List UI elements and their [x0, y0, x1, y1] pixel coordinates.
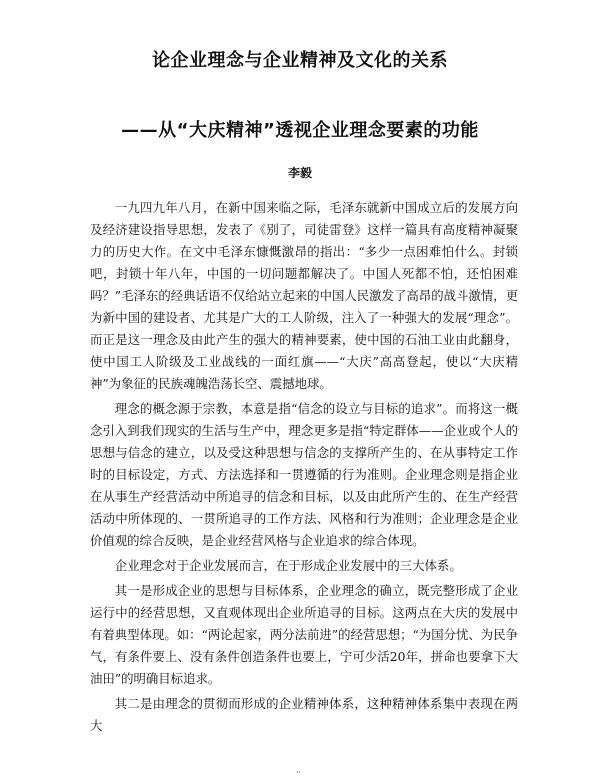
paragraph-4: 其一是形成企业的思想与目标体系，企业理念的确立，既完整形成了企业运行中的经营思想，又直观体现出企业所追寻的目标。这两点在大庆的发展中有着典型体现。如：“两论起家，两分法前进”的经营思想；“为国分忧、为民争气，有条件要上、没有条件创造条件也要上，宁可少活20年，拼命也要拿下大油田”的明确目标追求。	[90, 583, 518, 686]
article-subtitle: ——从“大庆精神”透视企业理念要素的功能	[121, 120, 479, 141]
article-title: 论企业理念与企业精神及文化的关系	[152, 50, 448, 71]
paragraph-3: 企业理念对于企业发展而言，在于形成企业发展中的三大体系。	[114, 558, 462, 573]
paragraph-1: 一九四九年八月，在新中国来临之际，毛泽东就新中国成立后的发展方向及经济建设指导思想，发表了《别了，司徒雷登》这样一篇具有高度精神凝聚力的历史大作。在文中毛泽东慷慨激昂的指出：“多少一点困难怕什么。封锁吧，封锁十年八年，中国的一切问题都解决了。中国人死都不怕，还怕困难吗？”毛泽东的经典话语不仅给站立起来的中国人民激发了高昂的战斗激情，更为新中国的建设者、尤其是广大的工人阶级，注入了一种强大的发展“理念”。而正是这一理念及由此产生的强大的精神要素，使中国的石油工业由此翻身，使中国工人阶级及工业战线的一面红旗——“大庆”高高登起，使以“大庆精神”为象征的民族魂魄浩荡长空、震撼地球。	[90, 200, 518, 391]
article-author: 李毅	[287, 166, 312, 180]
article-body	[90, 197, 518, 740]
paragraph-5: 其二是由理念的贯彻而形成的企业精神体系，这种精神体系集中表现在两大	[90, 696, 518, 733]
page-footer-mark: ··	[296, 768, 302, 777]
paragraph-2: 理念的概念源于宗教，本意是指“信念的设立与目标的追求”。而将这一概念引入到我们现实的生活与生产中，理念更多是指“特定群体——企业或个人的思想与信念的建立，以及受这种思想与信念的支撑所产生的、在从事特定工作时的目标设定，方式、方法选择和一贯遵循的行为准则。企业理念则是指企业在从事生产经营活动中所追寻的信念和目标，以及由此所产生的、在生产经营活动中所体现的、一贯所追寻的工作方法、风格和行为准则；企业理念是企业价值观的综合反映，是企业经营风格与企业追求的综合体现。	[90, 401, 518, 548]
